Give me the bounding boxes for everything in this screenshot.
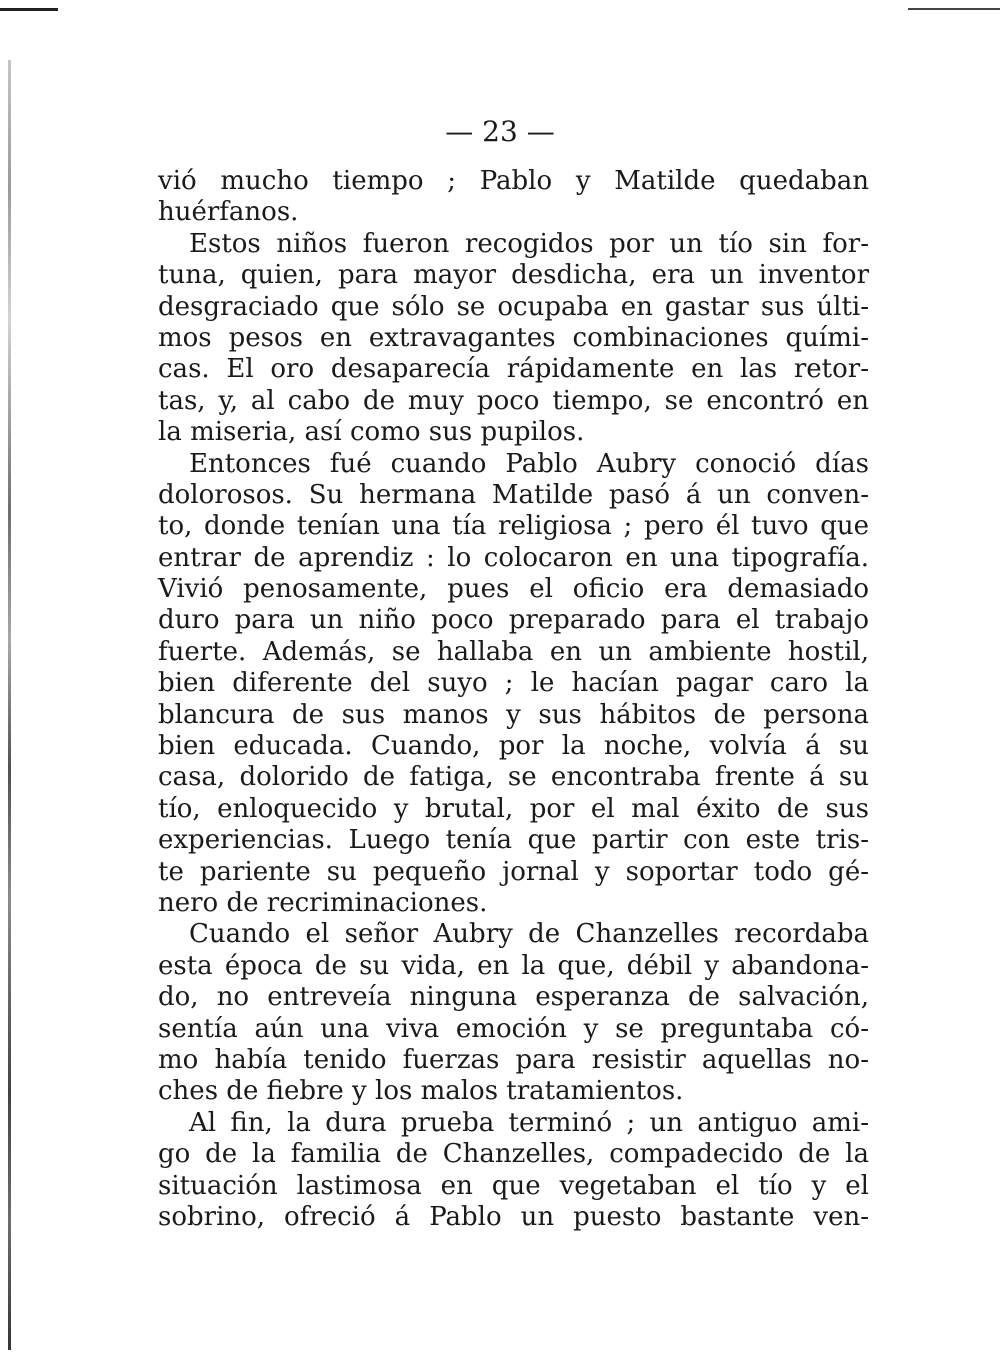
- text-line: tas, y, al cabo de muy poco tiempo, se encontró en: [158, 385, 869, 416]
- text-line: esta época de su vida, en la que, débil y abandona-: [158, 950, 869, 981]
- text-line: Estos niños fueron recogidos por un tío sin for-: [189, 228, 869, 259]
- text-line: mo había tenido fuerzas para resistir aquellas no-: [158, 1044, 869, 1075]
- page-binding-edge: [8, 60, 11, 1350]
- text-line: duro para un niño poco preparado para el trabajo: [158, 605, 869, 636]
- text-line: huérfanos.: [158, 197, 299, 228]
- scan-edge-mark-left: [0, 8, 58, 11]
- text-line: vió mucho tiempo ; Pablo y Matilde quedaban: [158, 166, 869, 196]
- page-number: — 23 —: [445, 115, 555, 148]
- text-line: nero de recriminaciones.: [158, 887, 488, 918]
- text-line: fuerte. Además, se hallaba en un ambiente hostil,: [158, 636, 869, 667]
- text-line: te pariente su pequeño jornal y soportar todo gé-: [158, 856, 869, 887]
- text-line: dolorosos. Su hermana Matilde pasó á un conven-: [158, 479, 869, 510]
- text-line: situación lastimosa en que vegetaban el tío y el: [158, 1170, 869, 1201]
- text-line: blancura de sus manos y sus hábitos de persona: [158, 699, 869, 730]
- text-line: do, no entreveía ninguna esperanza de salvación,: [158, 982, 869, 1013]
- text-line: bien diferente del suyo ; le hacían pagar caro la: [158, 668, 869, 699]
- text-line: bien educada. Cuando, por la noche, volvía á su: [158, 731, 869, 762]
- text-line: Vivió penosamente, pues el oficio era demasiado: [158, 574, 869, 605]
- text-line: mos pesos en extravagantes combinaciones quími-: [158, 322, 869, 353]
- text-line: casa, dolorido de fatiga, se encontraba frente á su: [158, 762, 869, 793]
- text-line: tuna, quien, para mayor desdicha, era un inventor: [158, 260, 869, 291]
- text-line: experiencias. Luego tenía que partir con este tris-: [158, 825, 869, 856]
- text-line: desgraciado que sólo se ocupaba en gastar sus últi-: [158, 291, 869, 322]
- text-line: tío, enloquecido y brutal, por el mal éxito de sus: [158, 793, 869, 824]
- text-line: Cuando el señor Aubry de Chanzelles recordaba: [189, 919, 869, 950]
- body-text: [158, 166, 869, 1233]
- text-line: la miseria, así como sus pupilos.: [158, 417, 585, 448]
- text-line: Al fin, la dura prueba terminó ; un antiguo ami-: [189, 1107, 869, 1138]
- text-line: go de la familia de Chanzelles, compadecido de la: [158, 1139, 869, 1170]
- text-line: to, donde tenían una tía religiosa ; pero él tuvo que: [158, 511, 869, 542]
- text-line: cas. El oro desaparecía rápidamente en las retor-: [158, 354, 869, 385]
- text-line: entrar de aprendiz : lo colocaron en una tipografía.: [158, 542, 869, 573]
- text-line: sobrino, ofreció á Pablo un puesto bastante ven-: [158, 1201, 869, 1232]
- text-line: Entonces fué cuando Pablo Aubry conoció días: [189, 448, 869, 479]
- text-line: ches de fiebre y los malos tratamientos.: [158, 1076, 684, 1107]
- scan-edge-mark-right: [908, 8, 1000, 10]
- text-line: sentía aún una viva emoción y se preguntaba có-: [158, 1013, 869, 1044]
